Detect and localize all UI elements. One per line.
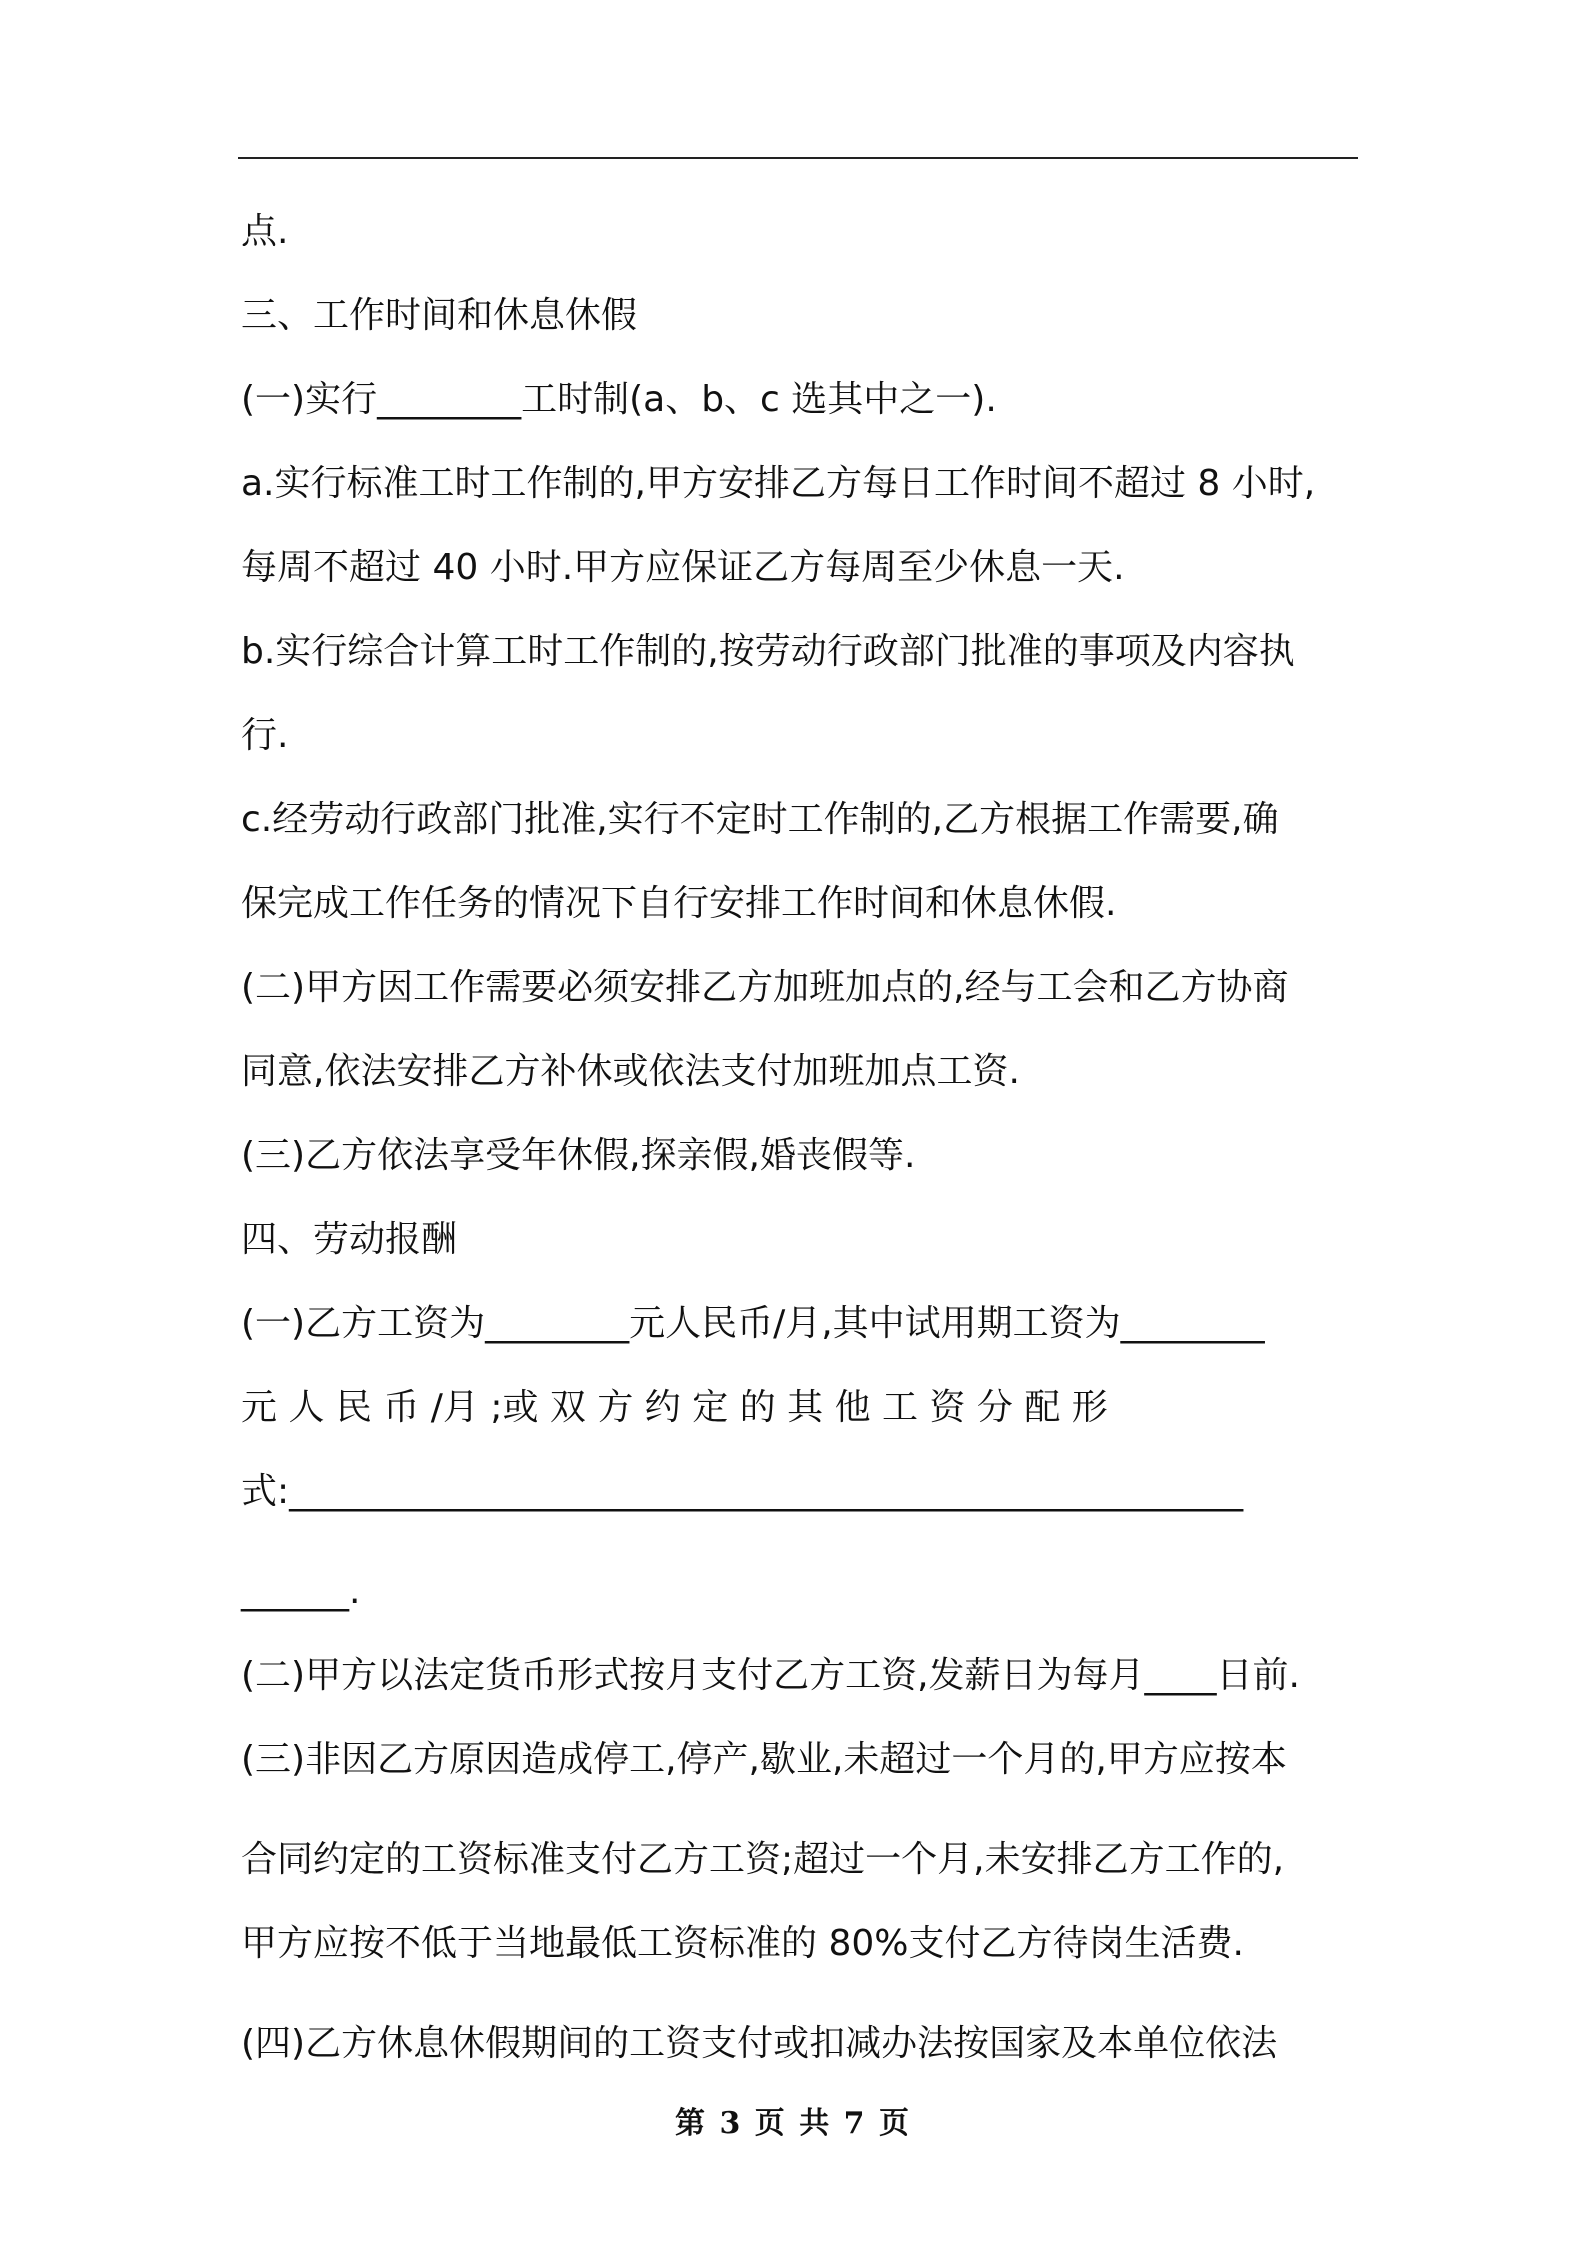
paragraph-line: 元 人 民 币 /月 ;或 双 方 约 定 的 其 他 工 资 分 配 形 [241, 1387, 1108, 1428]
paragraph-line: 式:_____________________________________________________ [241, 1471, 1244, 1512]
paragraph-line: 甲方应按不低于当地最低工资标准的 80%支付乙方待岗生活费. [241, 1923, 1244, 1964]
paragraph-line: a.实行标准工时工作制的,甲方安排乙方每日工作时间不超过 8 小时, [241, 463, 1316, 504]
document-body [241, 196, 1356, 2092]
paragraph-line: 保完成工作任务的情况下自行安排工作时间和休息休假. [241, 883, 1117, 924]
paragraph-line: (三)乙方依法享受年休假,探亲假,婚丧假等. [241, 1135, 916, 1176]
paragraph-line: 合同约定的工资标准支付乙方工资;超过一个月,未安排乙方工作的, [241, 1839, 1285, 1880]
paragraph-line: 行. [241, 715, 289, 756]
paragraph-line: (三)非因乙方原因造成停工,停产,歇业,未超过一个月的,甲方应按本 [241, 1739, 1287, 1780]
paragraph-line: (二)甲方因工作需要必须安排乙方加班加点的,经与工会和乙方协商 [241, 967, 1289, 1008]
paragraph-line: c.经劳动行政部门批准,实行不定时工作制的,乙方根据工作需要,确 [241, 799, 1279, 840]
paragraph-line: 每周不超过 40 小时.甲方应保证乙方每周至少休息一天. [241, 547, 1125, 588]
section-heading: 四、劳动报酬 [241, 1219, 458, 1260]
paragraph-line: ______. [241, 1571, 361, 1612]
paragraph-line: (一)乙方工资为________元人民币/月,其中试用期工资为________ [241, 1303, 1265, 1344]
paragraph-line: 点. [241, 211, 289, 252]
paragraph-line: (二)甲方以法定货币形式按月支付乙方工资,发薪日为每月____日前. [241, 1655, 1300, 1696]
section-heading: 三、工作时间和休息休假 [241, 295, 638, 336]
paragraph-line: (一)实行________工时制(a、b、c 选其中之一). [241, 379, 997, 420]
header-rule [238, 157, 1358, 159]
paragraph-line: 同意,依法安排乙方补休或依法支付加班加点工资. [241, 1051, 1020, 1092]
page-number: 第 3 页 共 7 页 [675, 2106, 911, 2141]
paragraph-line: (四)乙方休息休假期间的工资支付或扣减办法按国家及本单位依法 [241, 2023, 1278, 2064]
paragraph-line: b.实行综合计算工时工作制的,按劳动行政部门批准的事项及内容执 [241, 631, 1295, 672]
